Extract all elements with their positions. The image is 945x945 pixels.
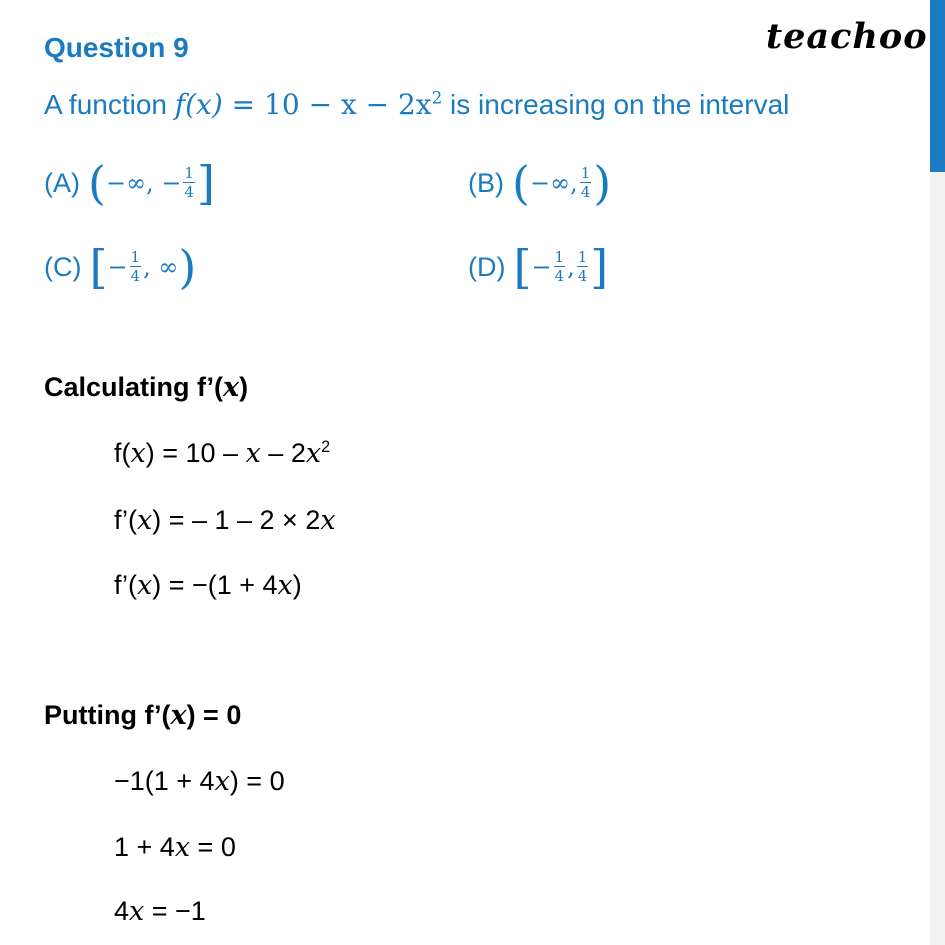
put-line-3-post: = −1 [144,896,206,926]
option-b-open: ( [512,156,530,210]
calc-line-3 [114,570,302,601]
option-c-right: , ∞ [143,253,179,281]
scrollbar-thumb[interactable] [930,0,945,172]
option-a-close: ] [196,156,215,210]
calc-line-3-x: x [136,570,153,601]
put-heading-end: ) = 0 [186,700,242,730]
option-d-fraction-2 [577,250,589,284]
question-exponent: 2 [431,87,443,108]
option-c-close: ) [178,240,197,294]
option-b-label: (B) [468,167,504,198]
put-line-1-x: x [214,766,230,797]
option-c [44,240,197,294]
option-d-den2: 4 [577,267,588,285]
option-a-den: 4 [184,183,194,201]
calc-line-2-x: x [136,505,153,536]
put-heading-x: x [170,700,187,731]
option-a-label: (A) [44,167,80,198]
put-line-1-post: ) = 0 [229,766,285,796]
question-prefix: A function [44,89,175,120]
option-d-sign: − [531,253,552,281]
put-line-2-pre: 1 + 4 [114,832,175,862]
calc-line-1-x2: x [245,438,261,469]
calc-line-3-post2: ) [292,570,302,600]
question-suffix: is increasing on the interval [442,89,790,120]
calc-line-2-pre: f’( [114,505,137,535]
calc-line-2-x2: x [320,505,336,536]
option-c-open: [ [89,240,108,294]
option-d [468,240,609,294]
option-a [44,156,215,210]
option-b-fraction [580,166,592,200]
option-a-math [88,156,215,210]
scrollbar[interactable] [930,0,945,945]
option-c-den: 4 [130,267,141,285]
teachoo-logo: teachoo [766,16,928,57]
calc-line-1-x3: x [305,438,322,469]
put-line-3-x: x [129,896,145,927]
option-b-den: 4 [580,183,591,201]
calc-line-1-post: ) = 10 – [145,438,246,468]
option-c-label: (C) [44,251,82,282]
option-d-math [513,240,609,294]
calc-line-1-pre: f( [114,438,131,468]
put-line-2 [114,832,236,863]
put-line-1-pre: −1(1 + 4 [114,766,215,796]
option-a-open: ( [88,156,106,210]
calc-line-3-x2: x [277,570,293,601]
option-c-num: 1 [130,248,141,266]
calc-line-3-pre: f’( [114,570,137,600]
put-line-3-pre: 4 [114,896,130,926]
option-d-den1: 4 [554,267,565,285]
option-c-math [89,240,197,294]
option-d-num1: 1 [554,248,565,266]
option-d-num2: 1 [577,248,588,266]
put-line-1 [114,766,285,797]
option-d-sep: , [567,253,575,281]
calc-line-1-sup: 2 [321,438,331,456]
option-d-label: (D) [468,251,506,282]
option-d-fraction-1 [554,250,566,284]
put-line-2-post: = 0 [190,832,236,862]
calc-heading-text: Calculating f’( [44,372,223,402]
calc-line-1-post2: – 2 [260,438,306,468]
option-a-left: −∞, − [105,169,182,197]
put-line-2-x: x [174,832,191,863]
option-a-fraction [183,166,195,200]
calc-heading [44,372,248,403]
calc-line-2 [114,505,336,536]
option-a-num: 1 [184,164,194,182]
question-function: f(x) [174,88,223,121]
option-c-fraction [130,250,142,284]
option-b-num: 1 [580,164,591,182]
option-c-sign: − [107,253,128,281]
calc-line-1-x: x [130,438,146,469]
calc-line-3-post: ) = −(1 + 4 [152,570,278,600]
calc-heading-x: x [223,372,240,403]
question-equation: = 10 − x − 2x [222,88,432,121]
calc-line-1 [114,438,330,469]
put-line-3 [114,896,206,927]
question-title: Question 9 [44,32,189,63]
option-d-close: ] [590,240,609,294]
put-heading-text: Putting f’( [44,700,171,730]
calc-heading-end: ) [239,372,249,402]
calc-line-2-post: ) = – 1 – 2 × 2 [152,505,321,535]
option-d-open: [ [513,240,532,294]
option-b-left: −∞, [529,169,578,197]
option-b-math [512,156,612,210]
put-heading [44,700,241,731]
question-text [44,88,789,121]
option-b-close: ) [593,156,612,210]
option-b [468,156,612,210]
